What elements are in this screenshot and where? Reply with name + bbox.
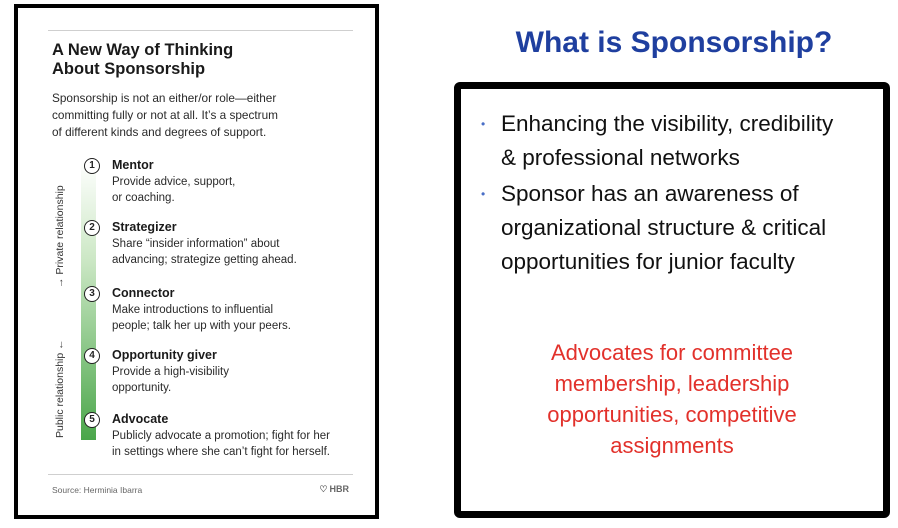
step-description xyxy=(112,236,374,268)
intro-line: Sponsorship is not an either/or role—either xyxy=(52,91,277,105)
advocates-statement xyxy=(481,337,863,461)
step-title: Strategizer xyxy=(112,220,177,234)
desc-line: people; talk her up with your peers. xyxy=(112,320,291,332)
bullet-line: opportunities for junior faculty xyxy=(501,249,795,274)
step-number: 1 xyxy=(84,158,100,174)
bullet-text xyxy=(501,177,898,279)
step-title: Advocate xyxy=(112,412,169,426)
source-credit: Source: Herminia Ibarra xyxy=(52,485,143,495)
step-title: Mentor xyxy=(112,158,154,172)
step-number: 3 xyxy=(84,286,100,302)
step-number: 4 xyxy=(84,348,100,364)
desc-line: or coaching. xyxy=(112,192,175,204)
desc-line: in settings where she can’t fight for herself. xyxy=(112,446,330,458)
step-description xyxy=(112,364,374,396)
bullet-line: Enhancing the visibility, credibility xyxy=(501,111,834,136)
desc-line: Share “insider information” about xyxy=(112,238,280,250)
infographic-title xyxy=(52,41,352,79)
title-line: About Sponsorship xyxy=(52,60,206,78)
advocates-line: membership, leadership xyxy=(554,371,790,396)
bullet-text xyxy=(501,107,898,175)
sponsorship-definition-box xyxy=(454,82,890,518)
title-line: A New Way of Thinking xyxy=(52,41,234,59)
desc-line: opportunity. xyxy=(112,382,172,394)
axis-label-public: Public relationship ← xyxy=(54,339,66,438)
desc-line: Provide a high-visibility xyxy=(112,366,229,378)
bottom-divider xyxy=(48,474,353,475)
hbr-logo xyxy=(319,484,349,495)
advocates-line: opportunities, competitive xyxy=(547,402,797,427)
step-number: 5 xyxy=(84,412,100,428)
step-number: 2 xyxy=(84,220,100,236)
sponsorship-infographic xyxy=(14,4,379,519)
bullet-line: & professional networks xyxy=(501,145,740,170)
desc-line: Publicly advocate a promotion; fight for her xyxy=(112,430,330,442)
brand-label: HBR xyxy=(329,484,349,494)
step-description xyxy=(112,302,374,334)
desc-line: Make introductions to influential xyxy=(112,304,274,316)
step-title: Connector xyxy=(112,286,175,300)
intro-line: of different kinds and degrees of support. xyxy=(52,125,267,139)
advocates-line: assignments xyxy=(610,433,734,458)
slide-title: What is Sponsorship? xyxy=(515,26,833,59)
shield-icon: ♡ xyxy=(319,484,328,494)
infographic-intro xyxy=(52,90,352,141)
intro-line: committing fully or not at all. It’s a spectrum xyxy=(52,108,278,122)
desc-line: Provide advice, support, xyxy=(112,176,236,188)
desc-line: advancing; strategize getting ahead. xyxy=(112,254,297,266)
bullet-line: organizational structure & critical xyxy=(501,215,827,240)
step-title: Opportunity giver xyxy=(112,348,217,362)
top-divider xyxy=(48,30,353,31)
bullet-line: Sponsor has an awareness of xyxy=(501,181,799,206)
bullet-icon: • xyxy=(481,187,486,201)
bullet-icon: • xyxy=(481,117,486,131)
step-description xyxy=(112,174,374,206)
advocates-line: Advocates for committee xyxy=(550,340,794,365)
axis-label-private: → Private relationship xyxy=(54,185,66,288)
step-description xyxy=(112,428,374,460)
